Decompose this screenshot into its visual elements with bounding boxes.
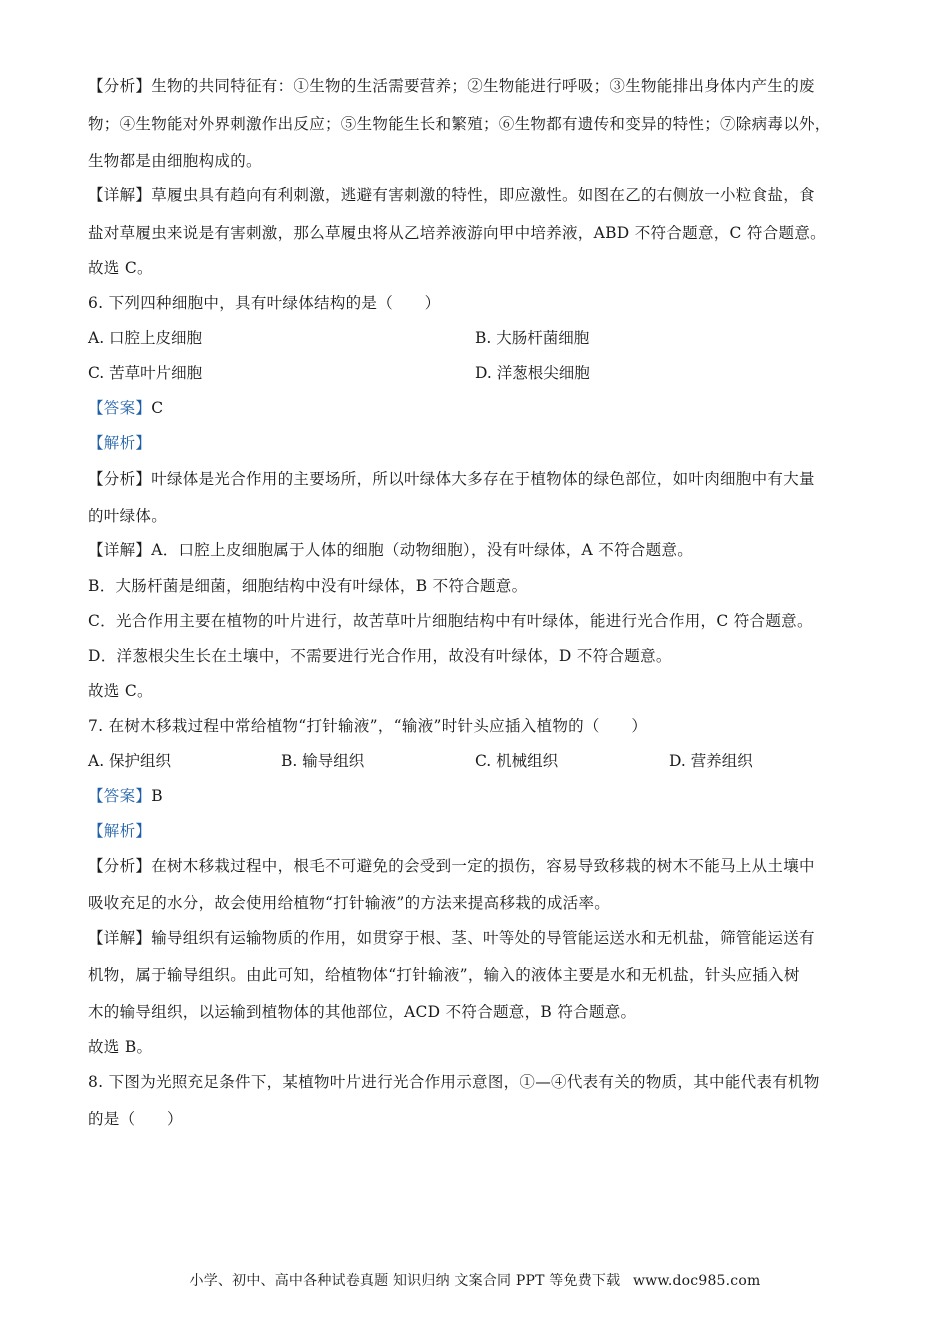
q8-stem-line-2: 的是（ ）: [88, 1110, 183, 1128]
q7-detail-line-3: 木的输导组织，以运输到植物体的其他部位，ACD 不符合题意，B 符合题意。: [88, 1003, 637, 1021]
q6-option-b: B. 大肠杆菌细胞: [475, 329, 590, 347]
q6-detail-line-2: B．大肠杆菌是细菌，细胞结构中没有叶绿体，B 不符合题意。: [88, 577, 528, 595]
footer-url[interactable]: www.doc985.com: [632, 1273, 761, 1289]
q6-analysis-line-2: 的叶绿体。: [88, 507, 168, 525]
q6-option-a: A. 口腔上皮细胞: [88, 329, 203, 347]
answer-tag: 【答案】: [88, 787, 152, 805]
q7-detail-line-2: 机物，属于输导组织。由此可知，给植物体“打针输液”，输入的液体主要是水和无机盐，针头应插入树: [88, 966, 800, 984]
q6-choice: 故选 C。: [88, 682, 153, 700]
q6-option-d: D. 洋葱根尖细胞: [475, 364, 590, 382]
answer-tag: 【答案】: [88, 399, 152, 417]
q6-explanation-tag: 【解析】: [88, 434, 152, 452]
q6-option-c: C. 苦草叶片细胞: [88, 364, 203, 382]
q5-analysis-line-3: 生物都是由细胞构成的。: [88, 152, 262, 170]
q7-choice: 故选 B。: [88, 1038, 153, 1056]
q6-stem: 6. 下列四种细胞中，具有叶绿体结构的是（ ）: [88, 294, 441, 312]
q7-explanation-tag: 【解析】: [88, 822, 152, 840]
q5-analysis-line-2: 物；④生物能对外界刺激作出反应；⑤生物能生长和繁殖；⑥生物都有遗传和变异的特性；⑦除病毒以外，: [88, 115, 831, 133]
q7-option-b: B. 输导组织: [281, 752, 365, 770]
q5-analysis-line-1: 【分析】生物的共同特征有：①生物的生活需要营养；②生物能进行呼吸；③生物能排出身体内产生的废: [88, 77, 815, 95]
q6-detail-line-4: D．洋葱根尖生长在土壤中，不需要进行光合作用，故没有叶绿体，D 不符合题意。: [88, 647, 672, 665]
q5-choice: 故选 C。: [88, 259, 153, 277]
q7-option-c: C. 机械组织: [475, 752, 559, 770]
q7-option-a: A. 保护组织: [88, 752, 172, 770]
q7-stem: 7. 在树木移栽过程中常给植物“打针输液”，“输液”时针头应插入植物的（ ）: [88, 717, 648, 735]
footer-text: 小学、初中、高中各种试卷真题 知识归纳 文案合同 PPT 等免费下载: [189, 1273, 621, 1289]
q7-analysis-line-1: 【分析】在树木移栽过程中，根毛不可避免的会受到一定的损伤，容易导致移栽的树木不能马上从土壤中: [88, 857, 815, 875]
q6-detail-line-3: C．光合作用主要在植物的叶片进行，故苦草叶片细胞结构中有叶绿体，能进行光合作用，C 符合题意。: [88, 612, 813, 630]
q7-answer: 【答案】B: [88, 787, 163, 805]
page-footer: [0, 1270, 950, 1290]
q5-detail-line-1: 【详解】草履虫具有趋向有利刺激，逃避有害刺激的特性，即应激性。如图在乙的右侧放一小粒食盐，食: [88, 186, 815, 204]
q6-detail-line-1: 【详解】A．口腔上皮细胞属于人体的细胞（动物细胞），没有叶绿体，A 不符合题意。: [88, 541, 694, 559]
q7-analysis-line-2: 吸收充足的水分，故会使用给植物“打针输液”的方法来提高移栽的成活率。: [88, 894, 611, 912]
q7-detail-line-1: 【详解】输导组织有运输物质的作用，如贯穿于根、茎、叶等处的导管能运送水和无机盐，筛管能运送有: [88, 929, 815, 947]
q7-option-d: D. 营养组织: [669, 752, 753, 770]
q5-detail-line-2: 盐对草履虫来说是有害刺激，那么草履虫将从乙培养液游向甲中培养液，ABD 不符合题意，C 符合题意。: [88, 224, 826, 242]
q6-answer: 【答案】C: [88, 399, 164, 417]
q8-stem-line-1: 8. 下图为光照充足条件下，某植物叶片进行光合作用示意图，①—④代表有关的物质，其中能代表有机物: [88, 1073, 820, 1091]
q6-analysis-line-1: 【分析】叶绿体是光合作用的主要场所，所以叶绿体大多存在于植物体的绿色部位，如叶肉细胞中有大量: [88, 470, 815, 488]
